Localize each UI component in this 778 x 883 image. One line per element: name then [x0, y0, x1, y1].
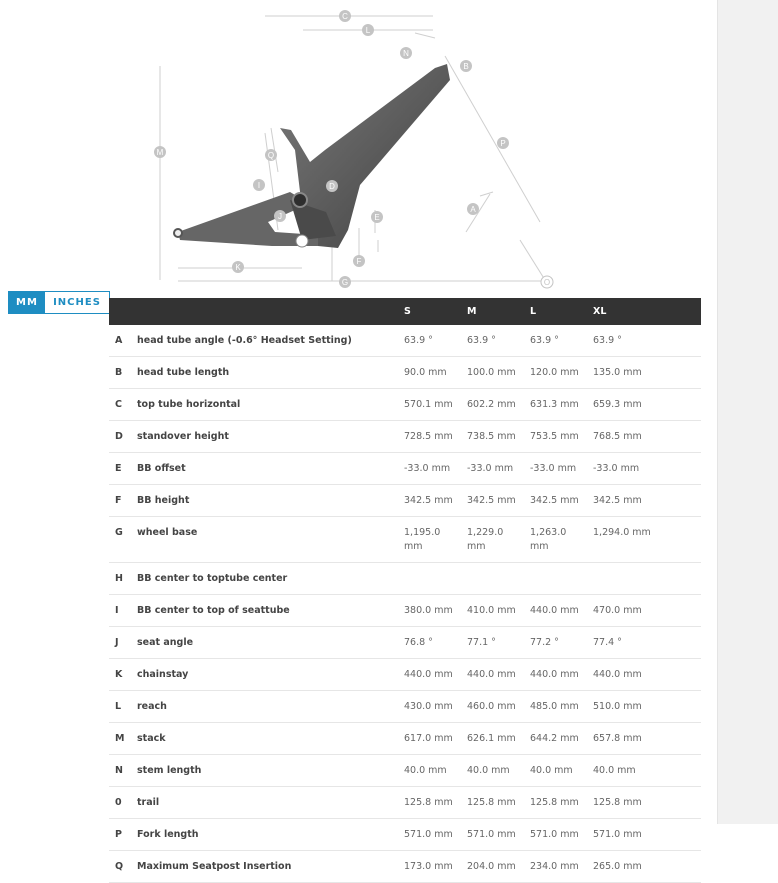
marker-p-label: P [500, 139, 506, 148]
row-code: A [109, 325, 137, 357]
row-value-l: 440.0 mm [530, 659, 593, 691]
row-label: standover height [137, 421, 404, 453]
row-code: B [109, 357, 137, 389]
marker-k-label: K [235, 263, 241, 272]
row-label: Maximum Seatpost Insertion [137, 851, 404, 883]
marker-a-label: A [470, 205, 476, 214]
right-gray-panel [717, 0, 778, 824]
row-value-m: 63.9 ° [467, 325, 530, 357]
table-row [109, 389, 701, 421]
marker-i-label: I [257, 181, 261, 190]
row-value-xl: 342.5 mm [593, 485, 701, 517]
row-value-s: 40.0 mm [404, 755, 467, 787]
row-value-xl: 125.8 mm [593, 787, 701, 819]
row-value-l: 77.2 ° [530, 627, 593, 659]
row-code: D [109, 421, 137, 453]
row-code: C [109, 389, 137, 421]
row-value-xl: 470.0 mm [593, 595, 701, 627]
row-value-m: 77.1 ° [467, 627, 530, 659]
geometry-table-wrapper [109, 298, 701, 883]
frame-geometry-svg [150, 0, 560, 292]
row-value-l: 753.5 mm [530, 421, 593, 453]
row-label: trail [137, 787, 404, 819]
row-value-m: 125.8 mm [467, 787, 530, 819]
row-code: J [109, 627, 137, 659]
geometry-table [109, 298, 701, 883]
row-code: K [109, 659, 137, 691]
row-label: Fork length [137, 819, 404, 851]
marker-d-label: D [329, 182, 335, 191]
row-value-s: 617.0 mm [404, 723, 467, 755]
table-row [109, 755, 701, 787]
row-value-xl: 40.0 mm [593, 755, 701, 787]
row-value-l: -33.0 mm [530, 453, 593, 485]
unit-inches-button[interactable]: INCHES [53, 297, 101, 308]
marker-c-label: C [342, 12, 348, 21]
table-row [109, 421, 701, 453]
row-label: head tube length [137, 357, 404, 389]
row-value-xl: 265.0 mm [593, 851, 701, 883]
row-code: G [109, 517, 137, 563]
marker-o-label: O [543, 278, 551, 287]
row-value-m: 571.0 mm [467, 819, 530, 851]
row-value-s: 1,195.0 mm [404, 517, 467, 563]
row-value-s [404, 563, 467, 595]
row-code: I [109, 595, 137, 627]
row-value-l: 120.0 mm [530, 357, 593, 389]
row-value-m [467, 563, 530, 595]
header-size-m: M [467, 306, 477, 317]
row-value-xl: 510.0 mm [593, 691, 701, 723]
row-value-s: 173.0 mm [404, 851, 467, 883]
row-value-l: 342.5 mm [530, 485, 593, 517]
row-value-l: 440.0 mm [530, 595, 593, 627]
row-label: head tube angle (-0.6° Headset Setting) [137, 325, 404, 357]
row-code: P [109, 819, 137, 851]
table-row [109, 357, 701, 389]
table-row [109, 819, 701, 851]
marker-q-label: Q [267, 151, 275, 160]
row-label: BB center to toptube center [137, 563, 404, 595]
row-value-m: 204.0 mm [467, 851, 530, 883]
row-value-l: 63.9 ° [530, 325, 593, 357]
row-code: Q [109, 851, 137, 883]
table-body [109, 325, 701, 883]
row-value-xl: 63.9 ° [593, 325, 701, 357]
row-value-l: 485.0 mm [530, 691, 593, 723]
row-code: H [109, 563, 137, 595]
row-value-m: 410.0 mm [467, 595, 530, 627]
row-value-l: 644.2 mm [530, 723, 593, 755]
row-label: stack [137, 723, 404, 755]
row-code: 0 [109, 787, 137, 819]
header-code [109, 298, 137, 325]
row-value-m: 602.2 mm [467, 389, 530, 421]
table-row [109, 723, 701, 755]
row-value-m: 440.0 mm [467, 659, 530, 691]
row-value-s: 76.8 ° [404, 627, 467, 659]
row-value-s: -33.0 mm [404, 453, 467, 485]
marker-b-label: B [463, 62, 469, 71]
row-value-m: 342.5 mm [467, 485, 530, 517]
marker-l-label: L [365, 26, 371, 35]
row-label: top tube horizontal [137, 389, 404, 421]
bike-frame [174, 64, 450, 248]
row-value-s: 570.1 mm [404, 389, 467, 421]
row-value-m: 1,229.0 mm [467, 517, 530, 563]
table-row [109, 563, 701, 595]
row-value-xl: 1,294.0 mm [593, 517, 701, 563]
table-row [109, 659, 701, 691]
unit-toggle [8, 291, 110, 314]
row-value-s: 90.0 mm [404, 357, 467, 389]
row-value-s: 380.0 mm [404, 595, 467, 627]
marker-f-label: F [356, 257, 362, 266]
row-label: wheel base [137, 517, 404, 563]
row-code: M [109, 723, 137, 755]
row-value-xl: 440.0 mm [593, 659, 701, 691]
row-label: reach [137, 691, 404, 723]
row-value-xl: 571.0 mm [593, 819, 701, 851]
row-value-m: 460.0 mm [467, 691, 530, 723]
row-value-s: 63.9 ° [404, 325, 467, 357]
table-row [109, 453, 701, 485]
row-value-s: 430.0 mm [404, 691, 467, 723]
row-value-m: 626.1 mm [467, 723, 530, 755]
row-value-xl: 659.3 mm [593, 389, 701, 421]
table-row [109, 517, 701, 563]
marker-j-label: J [278, 212, 282, 221]
row-code: L [109, 691, 137, 723]
row-value-m: 738.5 mm [467, 421, 530, 453]
table-row [109, 787, 701, 819]
row-value-m: -33.0 mm [467, 453, 530, 485]
row-value-m: 100.0 mm [467, 357, 530, 389]
marker-m-label: M [156, 148, 164, 157]
row-value-xl: 135.0 mm [593, 357, 701, 389]
row-value-s: 125.8 mm [404, 787, 467, 819]
row-label: chainstay [137, 659, 404, 691]
table-row [109, 325, 701, 357]
table-header-row [109, 298, 701, 325]
row-value-l: 631.3 mm [530, 389, 593, 421]
unit-mm-button[interactable]: MM [9, 292, 45, 313]
frame-geometry-diagram [150, 0, 560, 292]
row-value-l [530, 563, 593, 595]
row-code: N [109, 755, 137, 787]
row-label: BB height [137, 485, 404, 517]
row-value-m: 40.0 mm [467, 755, 530, 787]
row-value-s: 342.5 mm [404, 485, 467, 517]
row-value-l: 234.0 mm [530, 851, 593, 883]
row-value-xl: 77.4 ° [593, 627, 701, 659]
row-value-s: 728.5 mm [404, 421, 467, 453]
table-row [109, 595, 701, 627]
row-label: BB center to top of seattube [137, 595, 404, 627]
header-size-l: L [530, 306, 537, 317]
row-value-s: 571.0 mm [404, 819, 467, 851]
row-value-s: 440.0 mm [404, 659, 467, 691]
row-code: E [109, 453, 137, 485]
row-value-xl [593, 563, 701, 595]
row-value-xl: 657.8 mm [593, 723, 701, 755]
marker-g-label: G [341, 278, 349, 287]
row-value-xl: 768.5 mm [593, 421, 701, 453]
marker-n-label: N [403, 49, 409, 58]
header-size-s: S [404, 306, 411, 317]
header-size-xl: XL [593, 306, 607, 317]
row-label: seat angle [137, 627, 404, 659]
row-value-l: 40.0 mm [530, 755, 593, 787]
row-label: BB offset [137, 453, 404, 485]
marker-e-label: E [374, 213, 380, 222]
row-value-l: 1,263.0 mm [530, 517, 593, 563]
row-code: F [109, 485, 137, 517]
table-row [109, 851, 701, 883]
header-label [137, 298, 404, 325]
table-row [109, 627, 701, 659]
table-row [109, 691, 701, 723]
row-value-l: 125.8 mm [530, 787, 593, 819]
row-value-xl: -33.0 mm [593, 453, 701, 485]
row-label: stem length [137, 755, 404, 787]
row-value-l: 571.0 mm [530, 819, 593, 851]
table-row [109, 485, 701, 517]
